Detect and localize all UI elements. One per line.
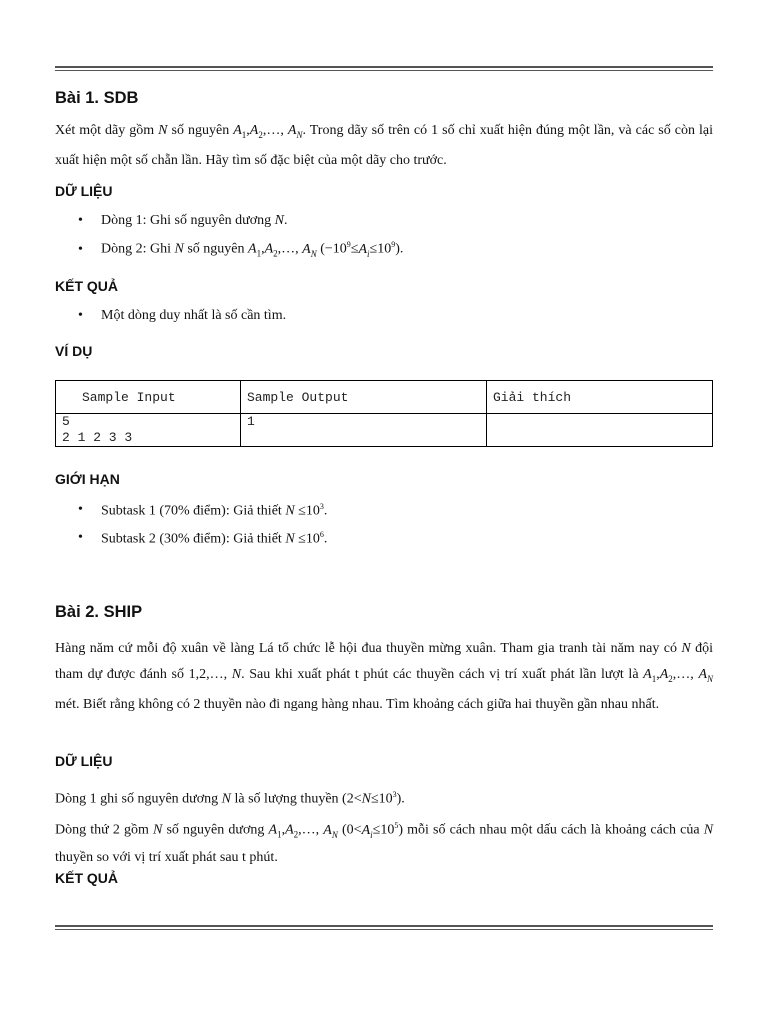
bullet-dot: •	[78, 242, 83, 257]
problem1-input-heading: DỮ LIỆU	[55, 183, 113, 199]
problem1-output-line: Một dòng duy nhất là số cần tìm.	[101, 308, 287, 323]
problem1-limit-heading: GIỚI HẠN	[55, 471, 120, 487]
explanation-cell	[487, 414, 713, 447]
bullet-dot: •	[78, 530, 83, 545]
problem1-subtask1: Subtask 1 (70% điểm): Giả thiết $N \le 10^3$.	[101, 502, 328, 519]
sample-output-cell: 1	[241, 414, 487, 447]
problem1-output-heading: KẾT QUẢ	[55, 278, 118, 294]
header-rule	[55, 66, 713, 71]
sample-table	[55, 380, 713, 447]
problem2-statement: Hàng năm cứ mỗi độ xuân về làng Lá tổ chức lễ hội đua thuyền mừng xuân. Tham gia tranh tài năm nay có N đội tham dự được đánh số 1,2,…, N. Sau khi xuất phát t phút các thuyền cách vị trí xuất phát lần lượt là $A_1,A_2,\dots$, $A_N$ mét. Biết rằng không có 2 thuyền nào đi ngang hàng nhau. Tìm khoảng cách giữa hai thuyền gần nhau nhất.	[55, 641, 714, 712]
bullet-dot: •	[78, 213, 83, 228]
problem2-input-line2: Dòng thứ 2 gồm N số nguyên dương $A_1,A_2,\dots$, $A_N$ $(0<A_i\le 10^5)$ mỗi số cách nhau một dấu cách là khoảng cách của N thuyền so với vị trí xuất phát sau t phút.	[55, 821, 714, 866]
bullet-dot: •	[78, 308, 83, 323]
bullet-dot: •	[78, 502, 83, 517]
problem1-input-line2: Dòng 2: Ghi N số nguyên $A_1,A_2,\dots$, $A_N$ $(-10^9\le A_i\le 10^9)$.	[101, 240, 404, 259]
footer-rule	[55, 925, 713, 930]
problem2-input-heading: DỮ LIỆU	[55, 753, 113, 769]
sample-input-cell: 5 2 1 2 3 3	[56, 414, 241, 447]
explanation-header: Giải thích	[487, 381, 713, 414]
sample-input-header: Sample Input	[56, 381, 241, 414]
problem2-output-heading: KẾT QUẢ	[55, 870, 118, 886]
problem2-input-line1: Dòng 1 ghi số nguyên dương N là số lượng thuyền $(2<N\le 10^3)$.	[55, 790, 405, 807]
problem1-input-line1: Dòng 1: Ghi số nguyên dương N.	[101, 213, 288, 228]
problem1-subtask2: Subtask 2 (30% điểm): Giả thiết $N \le 10^6$.	[101, 530, 328, 547]
problem1-statement: Xét một dãy gồm N số nguyên $A_1,A_2,\dots$, $A_N$. Trong dãy số trên có 1 số chỉ xuất hiện đúng một lần, và các số còn lại xuất hiện một số chẵn lần. Hãy tìm số đặc biệt của một dãy cho trước.	[55, 123, 713, 168]
problem2-title: Bài 2. SHIP	[55, 603, 143, 621]
problem1-example-heading: VÍ DỤ	[55, 343, 93, 359]
problem1-title: Bài 1. SDB	[55, 89, 139, 107]
sample-output-header: Sample Output	[241, 381, 487, 414]
